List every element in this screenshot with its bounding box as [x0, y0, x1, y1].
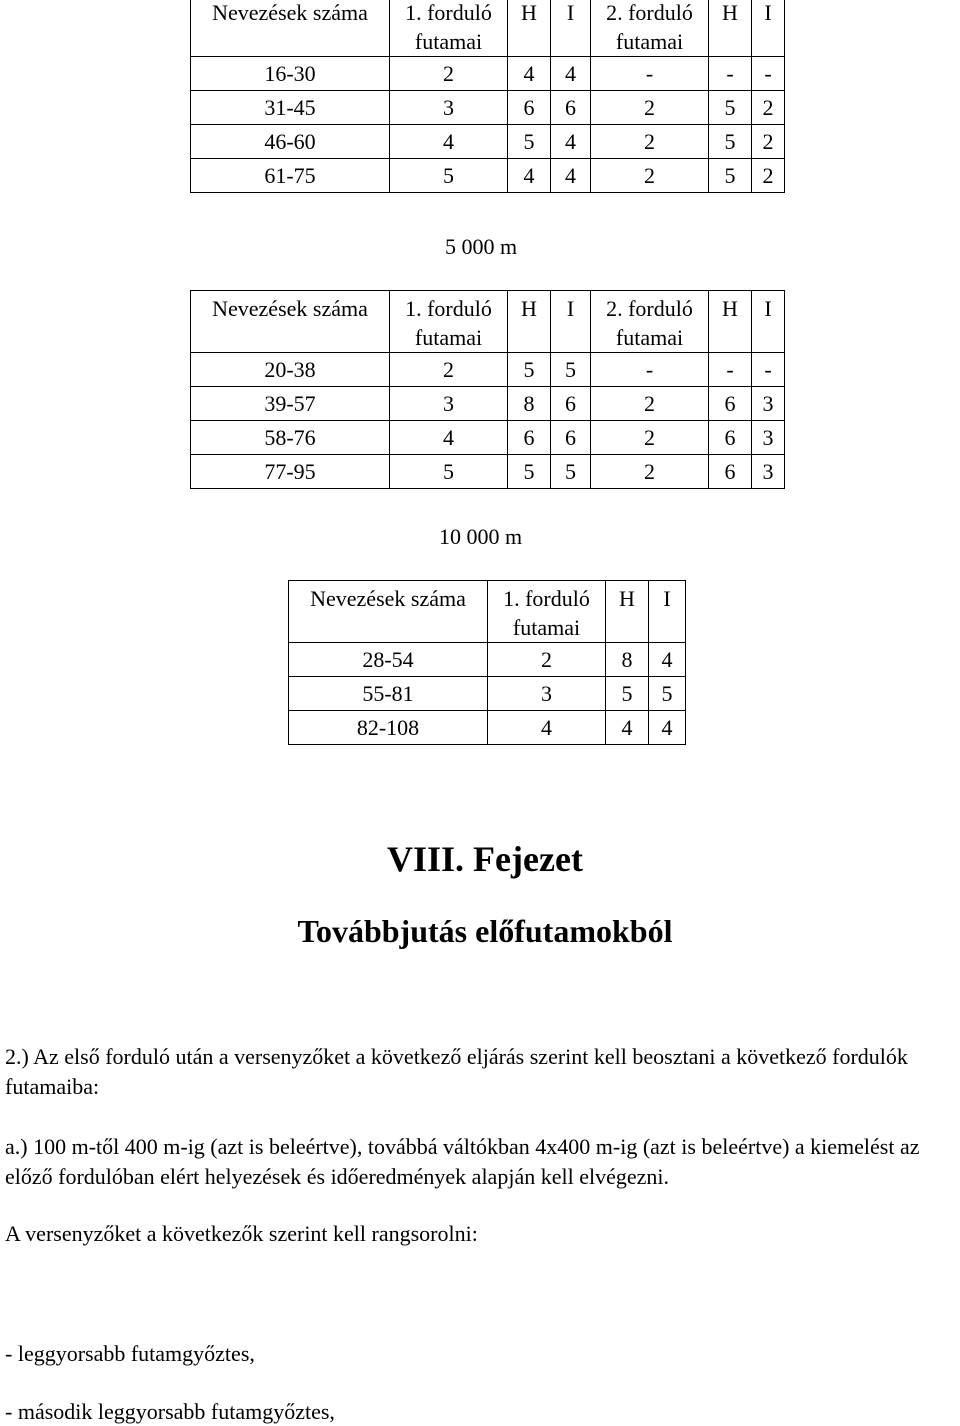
table-cell: - — [752, 353, 785, 387]
table-cell: - — [752, 57, 785, 91]
table-cell: 5 — [508, 125, 551, 159]
header-cell: H — [606, 581, 649, 643]
table-cell: 58-76 — [191, 421, 390, 455]
table-cell: 3 — [390, 387, 508, 421]
table-cell: 2 — [752, 125, 785, 159]
table-cell: 77-95 — [191, 455, 390, 489]
header-cell: H — [709, 291, 752, 353]
table-cell: 2 — [591, 421, 709, 455]
table-cell: 61-75 — [191, 159, 390, 193]
table-cell: 4 — [551, 125, 591, 159]
table-cell: 6 — [551, 91, 591, 125]
table-cell: 5 — [606, 677, 649, 711]
table-cell: 28-54 — [289, 643, 488, 677]
table-cell: 4 — [606, 711, 649, 745]
table-cell: 2 — [591, 159, 709, 193]
table-cell: 2 — [591, 125, 709, 159]
table-cell: 6 — [508, 421, 551, 455]
table-row — [191, 91, 785, 125]
header-cell: 1. forduló futamai — [390, 291, 508, 353]
table-cell: 6 — [709, 387, 752, 421]
table-cell: 5 — [709, 125, 752, 159]
table-cell: 16-30 — [191, 57, 390, 91]
table-row — [191, 387, 785, 421]
table-cell: 6 — [551, 421, 591, 455]
table-cell: 2 — [752, 91, 785, 125]
table-10000m — [288, 580, 686, 745]
table-cell: 6 — [508, 91, 551, 125]
header-cell: 1. forduló futamai — [390, 0, 508, 57]
table-cell: 3 — [488, 677, 606, 711]
table-cell: 4 — [390, 125, 508, 159]
table-row — [191, 421, 785, 455]
table-row — [289, 711, 686, 745]
table-cell: 8 — [508, 387, 551, 421]
table-cell: 3 — [390, 91, 508, 125]
table-cell: - — [591, 57, 709, 91]
table-cell: 3 — [752, 387, 785, 421]
table-cell: - — [709, 57, 752, 91]
table-cell: 5 — [551, 353, 591, 387]
table-cell: 20-38 — [191, 353, 390, 387]
paragraph-2a: a.) 100 m-től 400 m-ig (azt is beleértve), továbbá váltókban 4x400 m-ig (azt is beleértve) a kiemelést az előző fordulóban elért helyezések és időeredmények alapján kell elvégezni. — [5, 1134, 920, 1189]
table-cell: 4 — [488, 711, 606, 745]
table-cell: 3 — [752, 421, 785, 455]
chapter-title: VIII. Fejezet — [387, 839, 583, 879]
table-cell: 4 — [508, 57, 551, 91]
table-cell: 2 — [591, 91, 709, 125]
table-cell: 31-45 — [191, 91, 390, 125]
table-cell: 2 — [591, 387, 709, 421]
table-cell: 39-57 — [191, 387, 390, 421]
chapter-subtitle: Továbbjutás előfutamokból — [297, 913, 673, 949]
header-cell: I — [551, 0, 591, 57]
header-cell: 2. forduló futamai — [591, 291, 709, 353]
table-5000m — [190, 290, 785, 489]
table-cell: 4 — [551, 159, 591, 193]
table-row — [191, 159, 785, 193]
table-header-row — [191, 291, 785, 353]
header-cell: Nevezések száma — [191, 291, 390, 353]
header-cell: I — [752, 0, 785, 57]
table-cell: 5 — [390, 159, 508, 193]
table-cell: 4 — [390, 421, 508, 455]
header-cell: Nevezések száma — [191, 0, 390, 57]
header-cell: 1. forduló futamai — [488, 581, 606, 643]
header-cell: H — [508, 291, 551, 353]
table-cell: 82-108 — [289, 711, 488, 745]
header-cell: I — [752, 291, 785, 353]
table-cell: 5 — [390, 455, 508, 489]
table-header-row — [289, 581, 686, 643]
table-cell: 2 — [591, 455, 709, 489]
section-label-10000m: 10 000 m — [439, 524, 523, 549]
header-cell: H — [709, 0, 752, 57]
table-cell: 2 — [752, 159, 785, 193]
table-cell: 2 — [390, 57, 508, 91]
table-cell: 55-81 — [289, 677, 488, 711]
list-item: - második leggyorsabb futamgyőztes, — [5, 1399, 335, 1424]
table-cell: 4 — [508, 159, 551, 193]
paragraph-ranking-intro: A versenyzőket a következők szerint kell rangsorolni: — [5, 1221, 478, 1246]
list-item: - leggyorsabb futamgyőztes, — [5, 1341, 255, 1366]
header-cell: I — [551, 291, 591, 353]
table-row — [191, 57, 785, 91]
table-cell: - — [591, 353, 709, 387]
table-cell: 5 — [709, 159, 752, 193]
header-cell: 2. forduló futamai — [591, 0, 709, 57]
table-cell: 4 — [649, 711, 686, 745]
table-cell: 5 — [649, 677, 686, 711]
table-cell: 5 — [551, 455, 591, 489]
table-cell: 2 — [488, 643, 606, 677]
table-cell: 46-60 — [191, 125, 390, 159]
header-cell: I — [649, 581, 686, 643]
table-cell: 2 — [390, 353, 508, 387]
table-cell: 5 — [508, 455, 551, 489]
table-1500m — [190, 0, 785, 193]
table-cell: 4 — [551, 57, 591, 91]
table-row — [289, 677, 686, 711]
table-row — [191, 455, 785, 489]
section-label-5000m: 5 000 m — [445, 234, 518, 259]
table-cell: 5 — [709, 91, 752, 125]
table-row — [191, 125, 785, 159]
header-cell: H — [508, 0, 551, 57]
table-header-row — [191, 0, 785, 57]
table-cell: 6 — [551, 387, 591, 421]
table-cell: 5 — [508, 353, 551, 387]
table-cell: 6 — [709, 455, 752, 489]
paragraph-2: 2.) Az első forduló után a versenyzőket a következő eljárás szerint kell beosztani a következő fordulók futamaiba: — [5, 1044, 908, 1099]
table-cell: 3 — [752, 455, 785, 489]
table-row — [191, 353, 785, 387]
table-row — [289, 643, 686, 677]
table-cell: 8 — [606, 643, 649, 677]
table-cell: 4 — [649, 643, 686, 677]
table-cell: 6 — [709, 421, 752, 455]
table-cell: - — [709, 353, 752, 387]
header-cell: Nevezések száma — [289, 581, 488, 643]
